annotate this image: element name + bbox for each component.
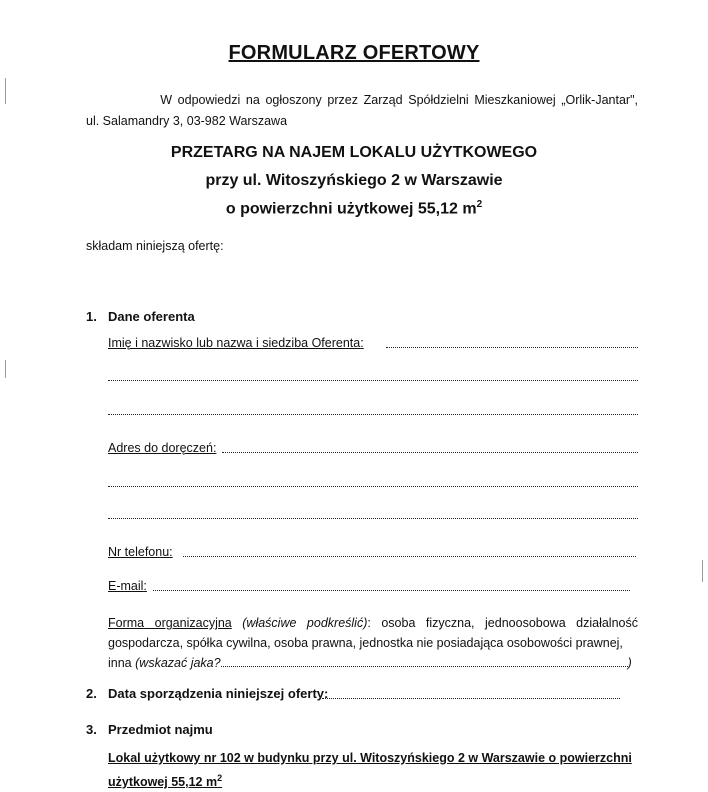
scan-edge-mark-right (702, 560, 703, 582)
lease-subject-unit-superscript: 2 (217, 773, 223, 783)
address-input-line-3[interactable] (108, 518, 638, 519)
scan-edge-mark-middle (5, 360, 6, 378)
offer-date-input-line[interactable] (322, 698, 620, 699)
area-unit-superscript: 2 (476, 199, 483, 210)
intro-line-1: W odpowiedzi na ogłoszony przez Zarząd Spółdzielni Mieszkaniowej „Orlik-Jantar", (160, 93, 638, 107)
organization-form-other-close: ) (627, 656, 632, 670)
email-field-label (108, 579, 147, 593)
name-input-line-1[interactable] (386, 347, 638, 348)
name-input-line-2[interactable] (108, 380, 638, 381)
scan-edge-mark-top (5, 78, 6, 104)
lease-subject-line-2 (108, 768, 638, 792)
organization-form-options-2[interactable]: gospodarcza, spółka cywilna, osoba prawna, jednostka nie posiadająca osobowości prawnej, (108, 636, 623, 650)
form-title: FORMULARZ OFERTOWY (228, 42, 480, 64)
name-field-colon: : (360, 336, 364, 350)
section-3-title: Przedmiot najmu (108, 722, 213, 737)
organization-form-line-1 (108, 613, 638, 633)
phone-field-label (108, 545, 173, 559)
address-input-line-1[interactable] (222, 452, 638, 453)
name-field-label (108, 336, 364, 350)
address-input-line-2[interactable] (108, 486, 638, 487)
area-text: o powierzchni użytkowej 55,12 m (225, 200, 477, 218)
name-input-line-3[interactable] (108, 414, 638, 415)
section-1-title: Dane oferenta (108, 309, 195, 324)
section-1-number: 1. (86, 309, 97, 324)
phone-field-label-text: Nr telefonu (108, 545, 170, 559)
organization-form-other-label: inna (108, 656, 132, 670)
phone-field-colon: : (169, 545, 173, 559)
address-field-colon: : (212, 441, 217, 455)
organization-form-other-input[interactable] (221, 655, 628, 667)
organization-form-hint: (właściwe podkreślić) (242, 616, 368, 630)
intro-line-2: ul. Salamandry 3, 03-982 Warszawa (86, 114, 288, 128)
organization-form-label: Forma organizacyjna (108, 616, 232, 630)
section-2-number: 2. (86, 686, 97, 701)
email-field-label-text: E-mail (108, 579, 144, 593)
address-field-label (108, 441, 216, 455)
tender-heading-line-2: przy ul. Witoszyńskiego 2 w Warszawie (205, 172, 503, 189)
lease-subject-area: użytkowej 55,12 m (108, 775, 218, 790)
section-3-number: 3. (86, 722, 97, 737)
lease-subject-line-1: Lokal użytkowy nr 102 w budynku przy ul. Witoszyńskiego 2 w Warszawie o powierzchni (108, 751, 632, 765)
phone-input-line[interactable] (183, 556, 636, 557)
email-field-colon: : (143, 579, 147, 593)
organization-form-line-3 (108, 653, 638, 673)
organization-form-other-hint: (wskazać jaka? (135, 656, 221, 670)
organization-form-options-1[interactable]: : osoba fizyczna, jednoosobowa działalność (367, 616, 638, 630)
offer-intro-text: składam niniejszą ofertę: (86, 239, 224, 253)
email-input-line[interactable] (153, 590, 630, 591)
lease-subject-description (108, 748, 638, 792)
tender-heading-line-3 (0, 199, 708, 218)
section-2-title: Data sporządzenia niniejszej oferty: (108, 686, 329, 701)
name-field-label-text: Imię i nazwisko lub nazwa i siedziba Oferenta (108, 336, 361, 350)
address-field-label-text: Adres do doręczeń (108, 441, 213, 455)
tender-heading-line-1: PRZETARG NA NAJEM LOKALU UŻYTKOWEGO (170, 144, 538, 161)
organization-form-paragraph (108, 613, 638, 673)
